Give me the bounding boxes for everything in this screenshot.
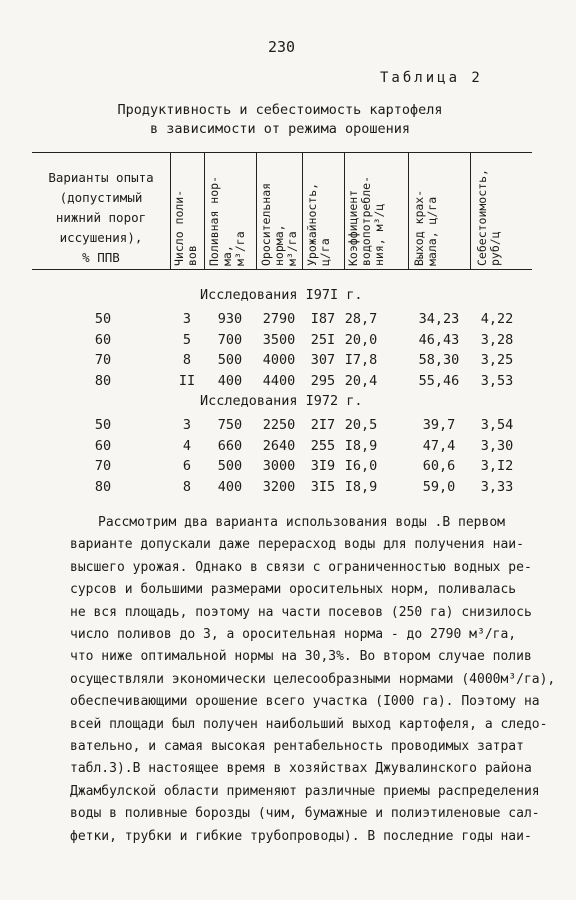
table-cell: 58,30 [418,352,460,368]
table-cell: 400 [217,478,243,495]
table-cell: 3,30 [480,437,514,454]
table-cell: 60 [94,331,112,348]
table-cell: 3,25 [480,352,514,368]
table-cell: 70 [94,458,112,474]
text-line: воды в поливные борозды (чим, бумажные и полиэтиленовые сал- [70,806,540,822]
table-cell: 3,54 [480,417,514,433]
text-line: сурсов и большими размерами оросительных норм, поливалась [70,582,517,598]
table-cell: 20,0 [344,331,378,348]
table-cell: 255 [310,437,336,454]
table-cell: 3 [182,417,192,433]
text-line: обеспечивающими орошение всего участка (I000 га). Поэтому на [70,694,540,710]
table-cell: 6 [182,458,192,474]
text-line: фетки, трубки и гибкие трубопроводы). В последние годы наи- [70,828,532,844]
text-line: всей площади был получен наибольший выход картофеля, а следо- [70,716,548,732]
stub-header-line: нижний порог [55,210,147,225]
table-cell: 8 [182,478,192,495]
table-cell: 3,28 [480,331,514,348]
body-paragraph [70,512,556,848]
section-title: Исследования I972 г. [200,393,363,409]
stub-header-line: % ППВ [82,250,120,265]
table-cell: 3500 [262,331,296,348]
table-cell: 3 [182,311,192,327]
table-cell: 46,43 [418,331,460,348]
table-cell: 400 [217,372,243,389]
table-cell: 2790 [262,311,296,327]
table-cell: 34,23 [418,311,460,327]
table-cell: 3000 [262,458,296,474]
table-cell: 700 [217,331,243,348]
column-separator [408,152,409,269]
table-cell: 930 [217,311,243,327]
header-irrigation-count: Число поли- вов [172,189,199,266]
table-title: Продуктивность и себестоимость картофеля [117,102,443,118]
text-line: число поливов до 3, а оросительная норма - до 2790 м³/га, [70,627,517,643]
header-cost: Себестоимость, руб/ц [475,169,502,266]
table-cell: 3200 [262,478,296,495]
stub-header-line: (допустимый [59,190,143,205]
table-cell: 2250 [262,417,296,433]
table-cell: 25I [310,331,336,348]
table-cell: I87 [310,311,336,327]
table-cell: 80 [94,372,112,389]
text-line: Рассмотрим два варианта использования воды .В первом [98,515,505,530]
table-cell: 4 [182,437,192,454]
table-cell: 4,22 [480,311,514,327]
table-cell: 20,4 [344,372,378,389]
column-separator [302,152,303,269]
header-yield: Урожайность, ц/га [305,182,332,266]
table-cell: 50 [94,417,112,433]
table-cell: 500 [217,458,243,474]
text-line: высшего урожая. Однако в связи с ограниченностью водных ре- [70,559,532,575]
table-label: Таблица 2 [380,70,483,86]
table-cell: I7,8 [344,352,378,368]
table-cell: 3I5 [310,478,336,495]
table-cell: 307 [310,352,336,368]
header-water-coefficient: Коэффициент водопотребле- ния, м³/ц [346,175,386,266]
table-cell: 70 [94,352,112,368]
table-cell: 55,46 [418,372,460,389]
column-separator [470,152,471,269]
table-top-rule [32,152,532,153]
table-cell: 660 [217,437,243,454]
text-line: варианте допускали даже перерасход воды для получения наи- [70,537,524,553]
table-cell: II [178,372,196,389]
table-cell: 2640 [262,437,296,454]
table-cell: 47,4 [422,437,456,454]
stub-header [36,168,166,268]
text-line: не вся площадь, поэтому на части посевов (250 га) снизилось [70,604,532,620]
table-cell: 750 [217,417,243,433]
text-line: Джамбулской области применяют различные приемы распределения [70,783,540,799]
table-cell: I8,9 [344,437,378,454]
text-line: табл.3).В настоящее время в хозяйствах Джувалинского района [70,761,532,777]
table-cell: 3I9 [310,458,336,474]
table-cell: 2I7 [310,417,336,433]
page-number: 230 [268,38,296,56]
table-cell: 5 [182,331,192,348]
table-cell: 500 [217,352,243,368]
table-cell: 3,53 [480,372,514,389]
table-cell: 80 [94,478,112,495]
table-cell: I8,9 [344,478,378,495]
header-irrigation-norm: Оросительная норма, м³/га [259,182,299,266]
table-cell: 60 [94,437,112,454]
table-cell: 4000 [262,352,296,368]
stub-header-line: Варианты опыта [48,170,154,185]
table-cell: 3,33 [480,478,514,495]
text-line: вательно, и самая высокая рентабельность проводимых затрат [70,739,524,755]
table-cell: 50 [94,311,112,327]
column-separator [170,152,171,269]
table-cell: 20,5 [344,417,378,433]
table-header-rule [32,269,532,270]
column-separator [256,152,257,269]
table-cell: 295 [310,372,336,389]
table-cell: 3,I2 [480,458,514,474]
text-line: что ниже оптимальной нормы на 30,3%. Во втором случае полив [70,649,532,665]
table-cell: 4400 [262,372,296,389]
table-cell: 39,7 [422,417,456,433]
table-cell: 60,6 [422,458,456,474]
table-cell: I6,0 [344,458,378,474]
column-separator [344,152,345,269]
header-irrigation-rate: Поливная нор- ма, м³/га [207,175,247,266]
text-line: осуществляли экономически целесообразными нормами (4000м³/га), [70,671,556,687]
column-separator [204,152,205,269]
table-cell: 59,0 [422,478,456,495]
section-title: Исследования I97I г. [200,287,363,303]
table-cell: 8 [182,352,192,368]
table-cell: 28,7 [344,311,378,327]
stub-header-line: иссушения), [59,230,143,245]
header-starch-yield: Выход крах- мала, ц/га [412,189,439,266]
table-subtitle: в зависимости от режима орошения [149,121,411,137]
